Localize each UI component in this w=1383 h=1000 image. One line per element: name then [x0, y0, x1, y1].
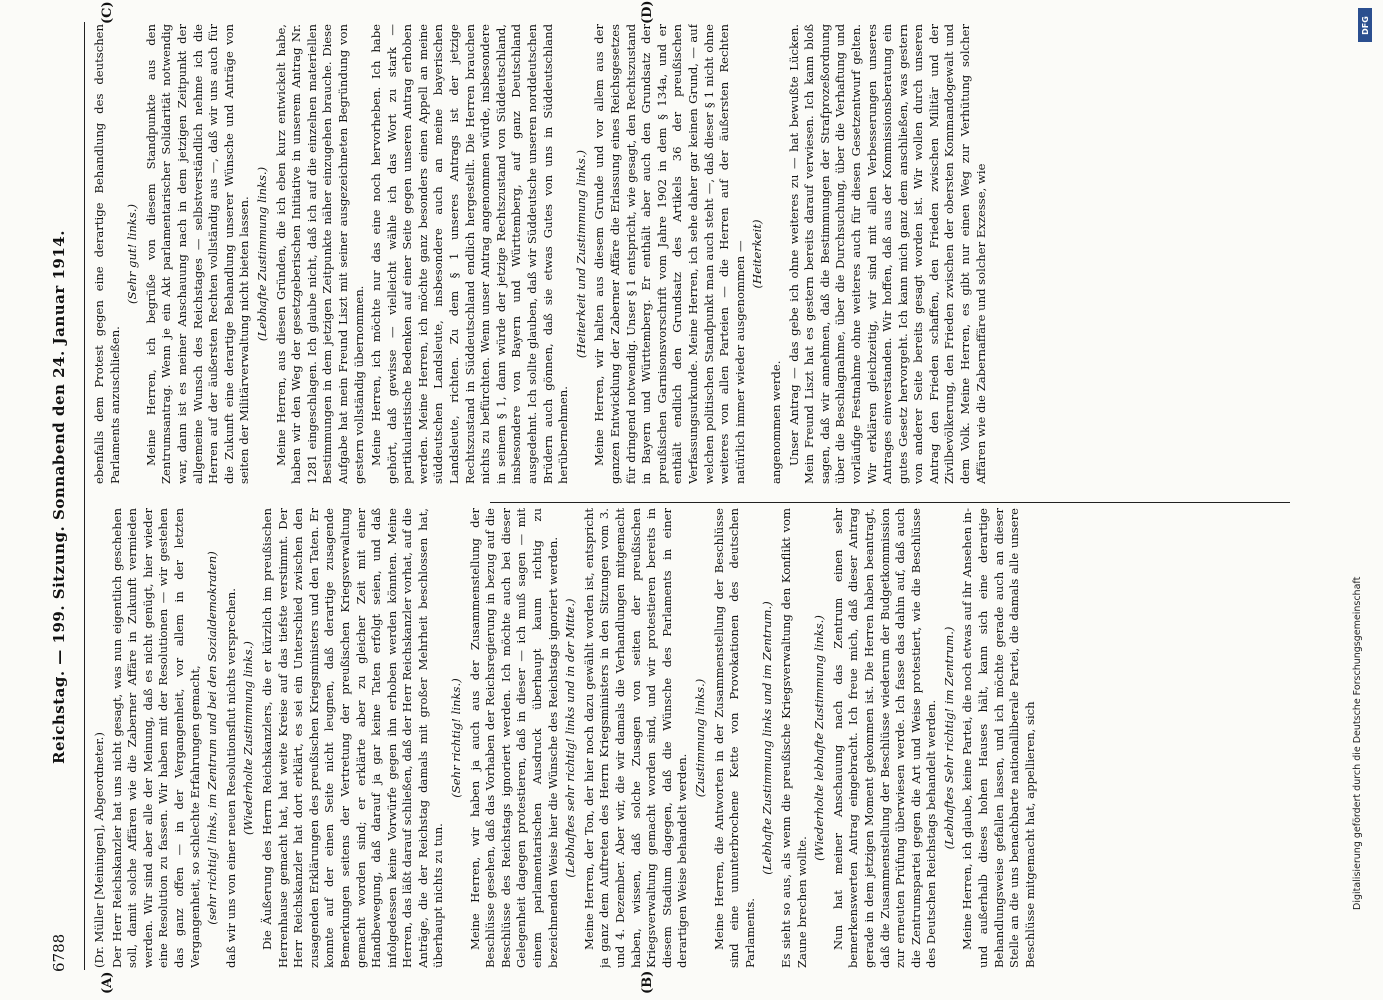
interjection: (Lebhafte Zustimmung links.): [254, 166, 269, 342]
margin-marker-d: (D): [640, 0, 655, 24]
margin-marker-a: (A): [100, 971, 115, 994]
paragraph: daß wir uns von einer neuen Resolutionsflut nichts versprechen.: [223, 588, 238, 968]
paragraph: Meine Herren, die Antworten in der Zusammenstellung der Beschlüsse sind eine ununterbrochene Kette von Provokationen des deutschen Parlaments.: [711, 508, 757, 968]
paragraph: Meine Herren, ich möchte nur das eine noch hervorheben. Ich habe gehört, daß gewisse — vielleicht wähle ich das Wort zu stark — partikularistische Bedenken auf einer Seite gegen unseren Antrag erhoben werden. Meine Herren, ich möchte ganz besonders einen Appell an meine süddeutschen Landsleute, insbesondere auch an meine bayerischen Landsleute, richten. Zu dem § 1 unseres Antrags ist der jetzige Rechtszustand in Süddeutschland endlich hergestellt. Die Herren brauchen nichts zu befürchten. Wenn unser Antrag angenommen würde, insbesondere in seinem § 1, dann würde der jetzige Rechtszustand von Süddeutschland, insbesondere von Bayern und Württemberg, auf ganz Deutschland ausgedehnt. Ich sollte glauben, daß wir Süddeutsche unseren norddeutschen Brüdern auch gönnen, daß sie etwas Gutes von uns in Süddeutschland herübernehmen.: [369, 24, 571, 484]
interjection: (Zustimmung links.): [692, 678, 707, 798]
page-number: 6788: [50, 933, 68, 972]
column-divider: [490, 502, 1290, 503]
left-column: [92, 508, 1282, 968]
interjection: (Lebhaftes sehr richtig! links und in der Mitte.): [563, 598, 578, 878]
interjection: (Wiederholte lebhafte Zustimmung links.): [812, 615, 827, 861]
digitization-note-text: Digitalisierung gefördert durch die Deutsche Forschungsgemeinschaft: [1352, 576, 1363, 910]
paragraph: Meine Herren, der Ton, der hier noch dazu gewählt worden ist, entspricht ja ganz dem Auftreten des Herrn Kriegsministers in den Sitzungen vom 3. und 4. Dezember. Aber wir, die wir damals die Verhandlungen mitgemacht haben, wissen, daß solche Zusagen von seiten der preußischen Kriegsverwaltung gemacht worden sind, und wir protestieren bereits in diesem Stadium dagegen, daß die Wünsche des Parlaments in einer derartigen Weise behandelt werden.: [581, 508, 690, 968]
right-column: [92, 24, 1282, 484]
margin-marker-c: (C): [100, 1, 115, 24]
interjection: (Sehr gut! links.): [125, 204, 140, 304]
paragraph: Es sieht so aus, als wenn die preußische Kriegsverwaltung den Konflikt vom Zaune brechen wollte.: [778, 508, 809, 968]
dfg-logo: [1358, 8, 1372, 42]
paragraph: Meine Herren, ich glaube, keine Partei, die noch etwas auf ihr Ansehen in- und außerhalb dieses hohen Hauses hält, kann sich eine derartige Behandlungsweise gefallen lassen, und ich möchte gerade auch an dieser Stelle an die uns benachbarte nationalliberale Partei, die damals alle unsere Beschlüsse mitgemacht hat, appellieren, sich: [960, 508, 1037, 968]
page-header: [44, 22, 74, 972]
dfg-logo-text: DFG: [1360, 15, 1370, 35]
paragraph: Der Herr Reichskanzler hat uns nicht gesagt, was nun eigentlich geschehen soll, damit solche Affären wie die Zaberner Affäre in Zukunft vermieden werden. Wir sind aber alle der Meinung, daß es nicht genügt, hier wieder eine Resolution zu fassen. Wir haben mit der Resolutionen — wir gestehen das ganz offen — in der Vergangenheit, vor allem in der letzten Vergangenheit, so schlechte Erfahrungen gemacht,: [109, 508, 202, 968]
paragraph: Meine Herren, ich begrüße von diesem Standpunkte aus den Zentrumsantrag. Wenn je ein Akt parlamentarischer Solidarität notwendig war, dann ist es meiner Anschauung nach in dem jetzigen Zeitpunkt der allgemeine Wunsch des Reichstages — selbstverständlich nehme ich die Herren auf der äußersten Rechten vollständig aus —, daß wir uns auch für die Zukunft eine derartige Behandlung unserer Wünsche und Anträge von seiten der Militärverwaltung nicht bieten lassen.: [143, 24, 252, 484]
paragraph: Meine Herren, wir haben ja auch aus der Zusammenstellung der Beschlüsse gesehen, daß das Vorhaben der Reichsregierung in bezug auf die Beschlüsse des Reichstags ignoriert werden. Ich möchte auch bei dieser Gelegenheit dagegen protestieren, daß in dieser — ich muß sagen — mit einem parlamentarischen Ausdruck überhaupt kaum richtig zu bezeichnenden Weise hier die Wünsche des Reichstags ignoriert werden.: [467, 508, 560, 968]
interjection: (sehr richtig! links, im Zentrum und bei den Sozialdemokraten): [205, 551, 220, 925]
interjection: (Heiterkeit): [750, 219, 765, 289]
paragraph: Meine Herren, aus diesen Gründen, die ich eben kurz entwickelt habe, haben wir den Weg der gesetzgeberischen Initiative in unserem Antrag Nr. 1281 eingeschlagen. Ich glaube nicht, daß ich auf die einzelnen materiellen Bestimmungen in dem jetzigen Zeitpunkte näher einzugehen brauche. Diese Aufgabe hat mein Freund Liszt mit seiner ausgezeichneten Begründung von gestern vollständig übernommen.: [273, 24, 366, 484]
margin-marker-b: (B): [640, 970, 655, 994]
page-title: Reichstag. — 199. Sitzung. Sonnabend den 24. Januar 1914.: [50, 230, 68, 764]
interjection: (Lebhafte Zustimmung links und im Zentrum.): [760, 601, 775, 875]
interjection: (Heiterkeit und Zustimmung links.): [573, 149, 588, 359]
paragraph: Meine Herren, wir halten aus diesem Grunde und vor allem aus der ganzen Entwicklung der Zaberner Affäre die Erlassung eines Reichsgesetzes für dringend notwendig. Unser § 1 entspricht, wie gesagt, den Rechtszustand in Bayern und Württemberg. Er enthält aber auch den Grundsatz der preußischen Garnisonsvorschrift vom Jahre 1902 in dem § 134a, und er enthält endlich den Grundsatz des Artikels 36 der preußischen Verfassungsurkunde. Meine Herren, ich sehe daher gar keinen Grund, — auf welchen politischen Standpunkt man auch steht —, daß dieser § 1 nicht ohne weiteres von allen Parteien — die Herren auf der äußersten Rechten natürlich immer wieder ausgenommen —: [592, 24, 747, 484]
interjection: (Lebhaftes Sehr richtig! im Zentrum.): [941, 626, 956, 850]
header-rule: [84, 22, 85, 970]
interjection: (Sehr richtig! links.): [449, 678, 464, 798]
digitization-note: [1352, 10, 1370, 990]
paragraph: angenommen werde.: [768, 360, 783, 484]
paragraph: ebenfalls dem Protest gegen eine derartige Behandlung des deutschen Parlaments anzuschließen.: [92, 24, 122, 484]
paragraph: Die Äußerung des Herrn Reichskanzlers, die er kürzlich im preußischen Herrenhause gemacht hat, hat weite Kreise auf das tiefste verstimmt. Der Herr Reichskanzler hat dort erklärt, es sei ein Unterschied zwischen den zusagenden Erklärungen des preußischen Kriegsministers und den Taten. Er konnte auf der einen Seite nicht leugnen, daß derartige zusagende Bemerkungen seitens der Vertretung der preußischen Kriegsverwaltung gemacht worden sind; er erklärte aber zu gleicher Zeit mit einer Handbewegung, daß darauf ja gar keine Taten erfolgt seien, und daß infolgedessen keine Vorwürfe gegen ihn erhoben werden könnten. Meine Herren, das läßt darauf schließen, daß der Herr Reichskanzler vorhat, auf die Anträge, die der Reichstag damals mit großer Mehrheit beschlossen hat, überhaupt nichts zu tun.: [259, 508, 446, 968]
interjection: (Wiederholte Zustimmung links.): [241, 641, 256, 835]
paragraph: (Dr. Müller [Meiningen], Abgeordneter.): [92, 732, 106, 968]
paragraph: Unser Antrag — das gebe ich ohne weiteres zu — hat bewußte Lücken. Mein Freund Liszt hat es gestern bereits darauf verwiesen. Ich kann bloß sagen, daß wir annehmen, daß die Bestimmungen der Strafprozeßordnung über die Beschlagnahme, über die Durchsuchung, über die Verhaftung und vorläufige Festnahme ohne weiteres auch für diesen Gesetzentwurf gelten. Wir erklären gleichzeitig, wir sind mit allen Verbesserungen unseres Antrages einverstanden. Wir hoffen, daß aus der Kommissionsberatung ein gutes Gesetz hervorgeht. Ich kann mich ganz dem anschließen, was gestern von anderer Seite bereits gesagt worden ist. Wir wollen durch unseren Antrag den Frieden schaffen, den Frieden zwischen Militär und der Zivilbevölkerung, den Frieden zwischen der obersten Kommandogewalt und dem Volk. Meine Herren, es gibt nur einen Weg zur Verhütung solcher Affären wie die Zabernaffäre und solcher Exzesse, wie: [786, 24, 988, 484]
paragraph: Nun hat meiner Anschauung nach das Zentrum einen sehr bemerkenswerten Antrag eingebracht. Ich freue mich, daß dieser Antrag gerade in dem jetzigen Moment gekommen ist. Die Herren haben beantragt, daß die Zusammenstellung der Beschlüsse wiederum der Budgetkommission zur erneuten Prüfung überwiesen werde. Ich fasse das dahin auf, daß auch die Zentrumspartei gegen die Art und Weise protestiert, wie die Beschlüsse des Deutschen Reichstags behandelt werden.: [830, 508, 939, 968]
